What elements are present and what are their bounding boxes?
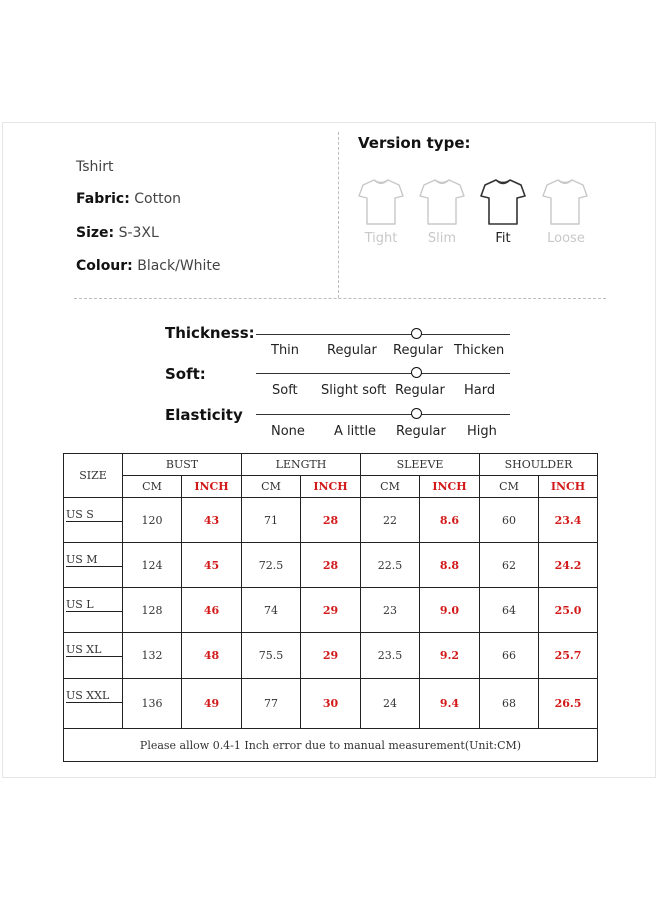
shoulder-inch: 25.0: [539, 588, 598, 633]
group-header-sleeve: SLEEVE: [361, 454, 480, 476]
sleeve-inch: 9.4: [420, 679, 480, 729]
table-row: [64, 588, 598, 633]
version-option-tight: Tight: [364, 231, 398, 246]
shoulder-inch: 24.2: [539, 543, 598, 588]
unit-cm: CM: [361, 476, 420, 498]
shoulder-inch: 23.4: [539, 498, 598, 543]
tshirt-tight-icon: [357, 176, 405, 228]
horizontal-divider: [74, 298, 606, 299]
fabric-value: Cotton: [134, 191, 182, 207]
shoulder-inch: 25.7: [539, 633, 598, 679]
elasticity-option: None: [271, 424, 305, 439]
length-inch: 28: [301, 543, 361, 588]
length-cm: 74: [242, 588, 301, 633]
group-header-bust: BUST: [123, 454, 242, 476]
bust-inch: 45: [182, 543, 242, 588]
sleeve-cm: 24: [361, 679, 420, 729]
length-cm: 77: [242, 679, 301, 729]
unit-header-row: [64, 476, 598, 498]
bust-inch: 46: [182, 588, 242, 633]
thickness-marker: [411, 328, 422, 339]
elasticity-label: Elasticity: [165, 406, 243, 424]
thickness-option: Regular: [393, 343, 443, 358]
table-row: [64, 633, 598, 679]
size-cell: US XL: [64, 633, 123, 679]
size-cell: US XXL: [64, 679, 123, 729]
unit-inch: INCH: [301, 476, 361, 498]
size-label: Size:: [76, 225, 115, 241]
thickness-option: Regular: [327, 343, 377, 358]
colour-row: [76, 258, 221, 274]
bust-cm: 128: [123, 588, 182, 633]
thickness-option: Thin: [271, 343, 300, 358]
product-name: Tshirt: [76, 159, 114, 175]
size-chart-table: [63, 453, 598, 762]
size-value: S-3XL: [118, 225, 159, 241]
shoulder-cm: 64: [480, 588, 539, 633]
fabric-row: [76, 191, 181, 207]
table-row: [64, 498, 598, 543]
elasticity-option: Regular: [396, 424, 446, 439]
elasticity-option: High: [467, 424, 497, 439]
soft-label: Soft:: [165, 365, 206, 383]
elasticity-track: [256, 414, 510, 415]
colour-value: Black/White: [137, 258, 221, 274]
size-cell: US S: [64, 498, 123, 543]
length-cm: 75.5: [242, 633, 301, 679]
sleeve-cm: 22.5: [361, 543, 420, 588]
soft-option: Slight soft: [321, 383, 387, 398]
note-row: [64, 729, 598, 762]
group-header-row: [64, 454, 598, 476]
table-row: [64, 543, 598, 588]
tshirt-loose-icon: [541, 176, 589, 228]
length-inch: 28: [301, 498, 361, 543]
sleeve-inch: 8.6: [420, 498, 480, 543]
sleeve-cm: 23: [361, 588, 420, 633]
bust-cm: 136: [123, 679, 182, 729]
soft-track: [256, 373, 510, 374]
bust-inch: 43: [182, 498, 242, 543]
size-cell: US M: [64, 543, 123, 588]
version-option-loose: Loose: [547, 231, 585, 246]
thickness-track: [256, 334, 510, 335]
measurement-note: Please allow 0.4-1 Inch error due to manual measurement(Unit:CM): [64, 729, 598, 762]
unit-cm: CM: [480, 476, 539, 498]
vertical-divider: [338, 132, 339, 298]
size-row: [76, 225, 159, 241]
version-option-slim: Slim: [427, 231, 457, 246]
bust-cm: 120: [123, 498, 182, 543]
group-header-shoulder: SHOULDER: [480, 454, 598, 476]
unit-cm: CM: [123, 476, 182, 498]
tshirt-slim-icon: [418, 176, 466, 228]
unit-inch: INCH: [539, 476, 598, 498]
table-row: [64, 679, 598, 729]
elasticity-marker: [411, 408, 422, 419]
size-cell: US L: [64, 588, 123, 633]
soft-option: Soft: [272, 383, 298, 398]
shoulder-cm: 60: [480, 498, 539, 543]
thickness-label: Thickness:: [165, 324, 255, 342]
length-inch: 30: [301, 679, 361, 729]
length-cm: 72.5: [242, 543, 301, 588]
length-inch: 29: [301, 633, 361, 679]
bust-inch: 49: [182, 679, 242, 729]
unit-cm: CM: [242, 476, 301, 498]
bust-cm: 124: [123, 543, 182, 588]
length-inch: 29: [301, 588, 361, 633]
tshirt-fit-icon: [479, 176, 527, 228]
fabric-label: Fabric:: [76, 191, 130, 207]
size-header: SIZE: [64, 454, 123, 498]
unit-inch: INCH: [182, 476, 242, 498]
shoulder-cm: 66: [480, 633, 539, 679]
shoulder-cm: 68: [480, 679, 539, 729]
sleeve-cm: 22: [361, 498, 420, 543]
sleeve-inch: 9.2: [420, 633, 480, 679]
soft-option: Hard: [464, 383, 496, 398]
version-option-fit: Fit: [495, 231, 511, 246]
group-header-length: LENGTH: [242, 454, 361, 476]
thickness-option: Thicken: [454, 343, 505, 358]
sleeve-cm: 23.5: [361, 633, 420, 679]
shoulder-cm: 62: [480, 543, 539, 588]
version-type-title: Version type:: [358, 134, 471, 152]
sleeve-inch: 9.0: [420, 588, 480, 633]
bust-inch: 48: [182, 633, 242, 679]
elasticity-option: A little: [334, 424, 377, 439]
length-cm: 71: [242, 498, 301, 543]
shoulder-inch: 26.5: [539, 679, 598, 729]
bust-cm: 132: [123, 633, 182, 679]
sleeve-inch: 8.8: [420, 543, 480, 588]
colour-label: Colour:: [76, 258, 133, 274]
unit-inch: INCH: [420, 476, 480, 498]
soft-marker: [411, 367, 422, 378]
soft-option: Regular: [395, 383, 445, 398]
